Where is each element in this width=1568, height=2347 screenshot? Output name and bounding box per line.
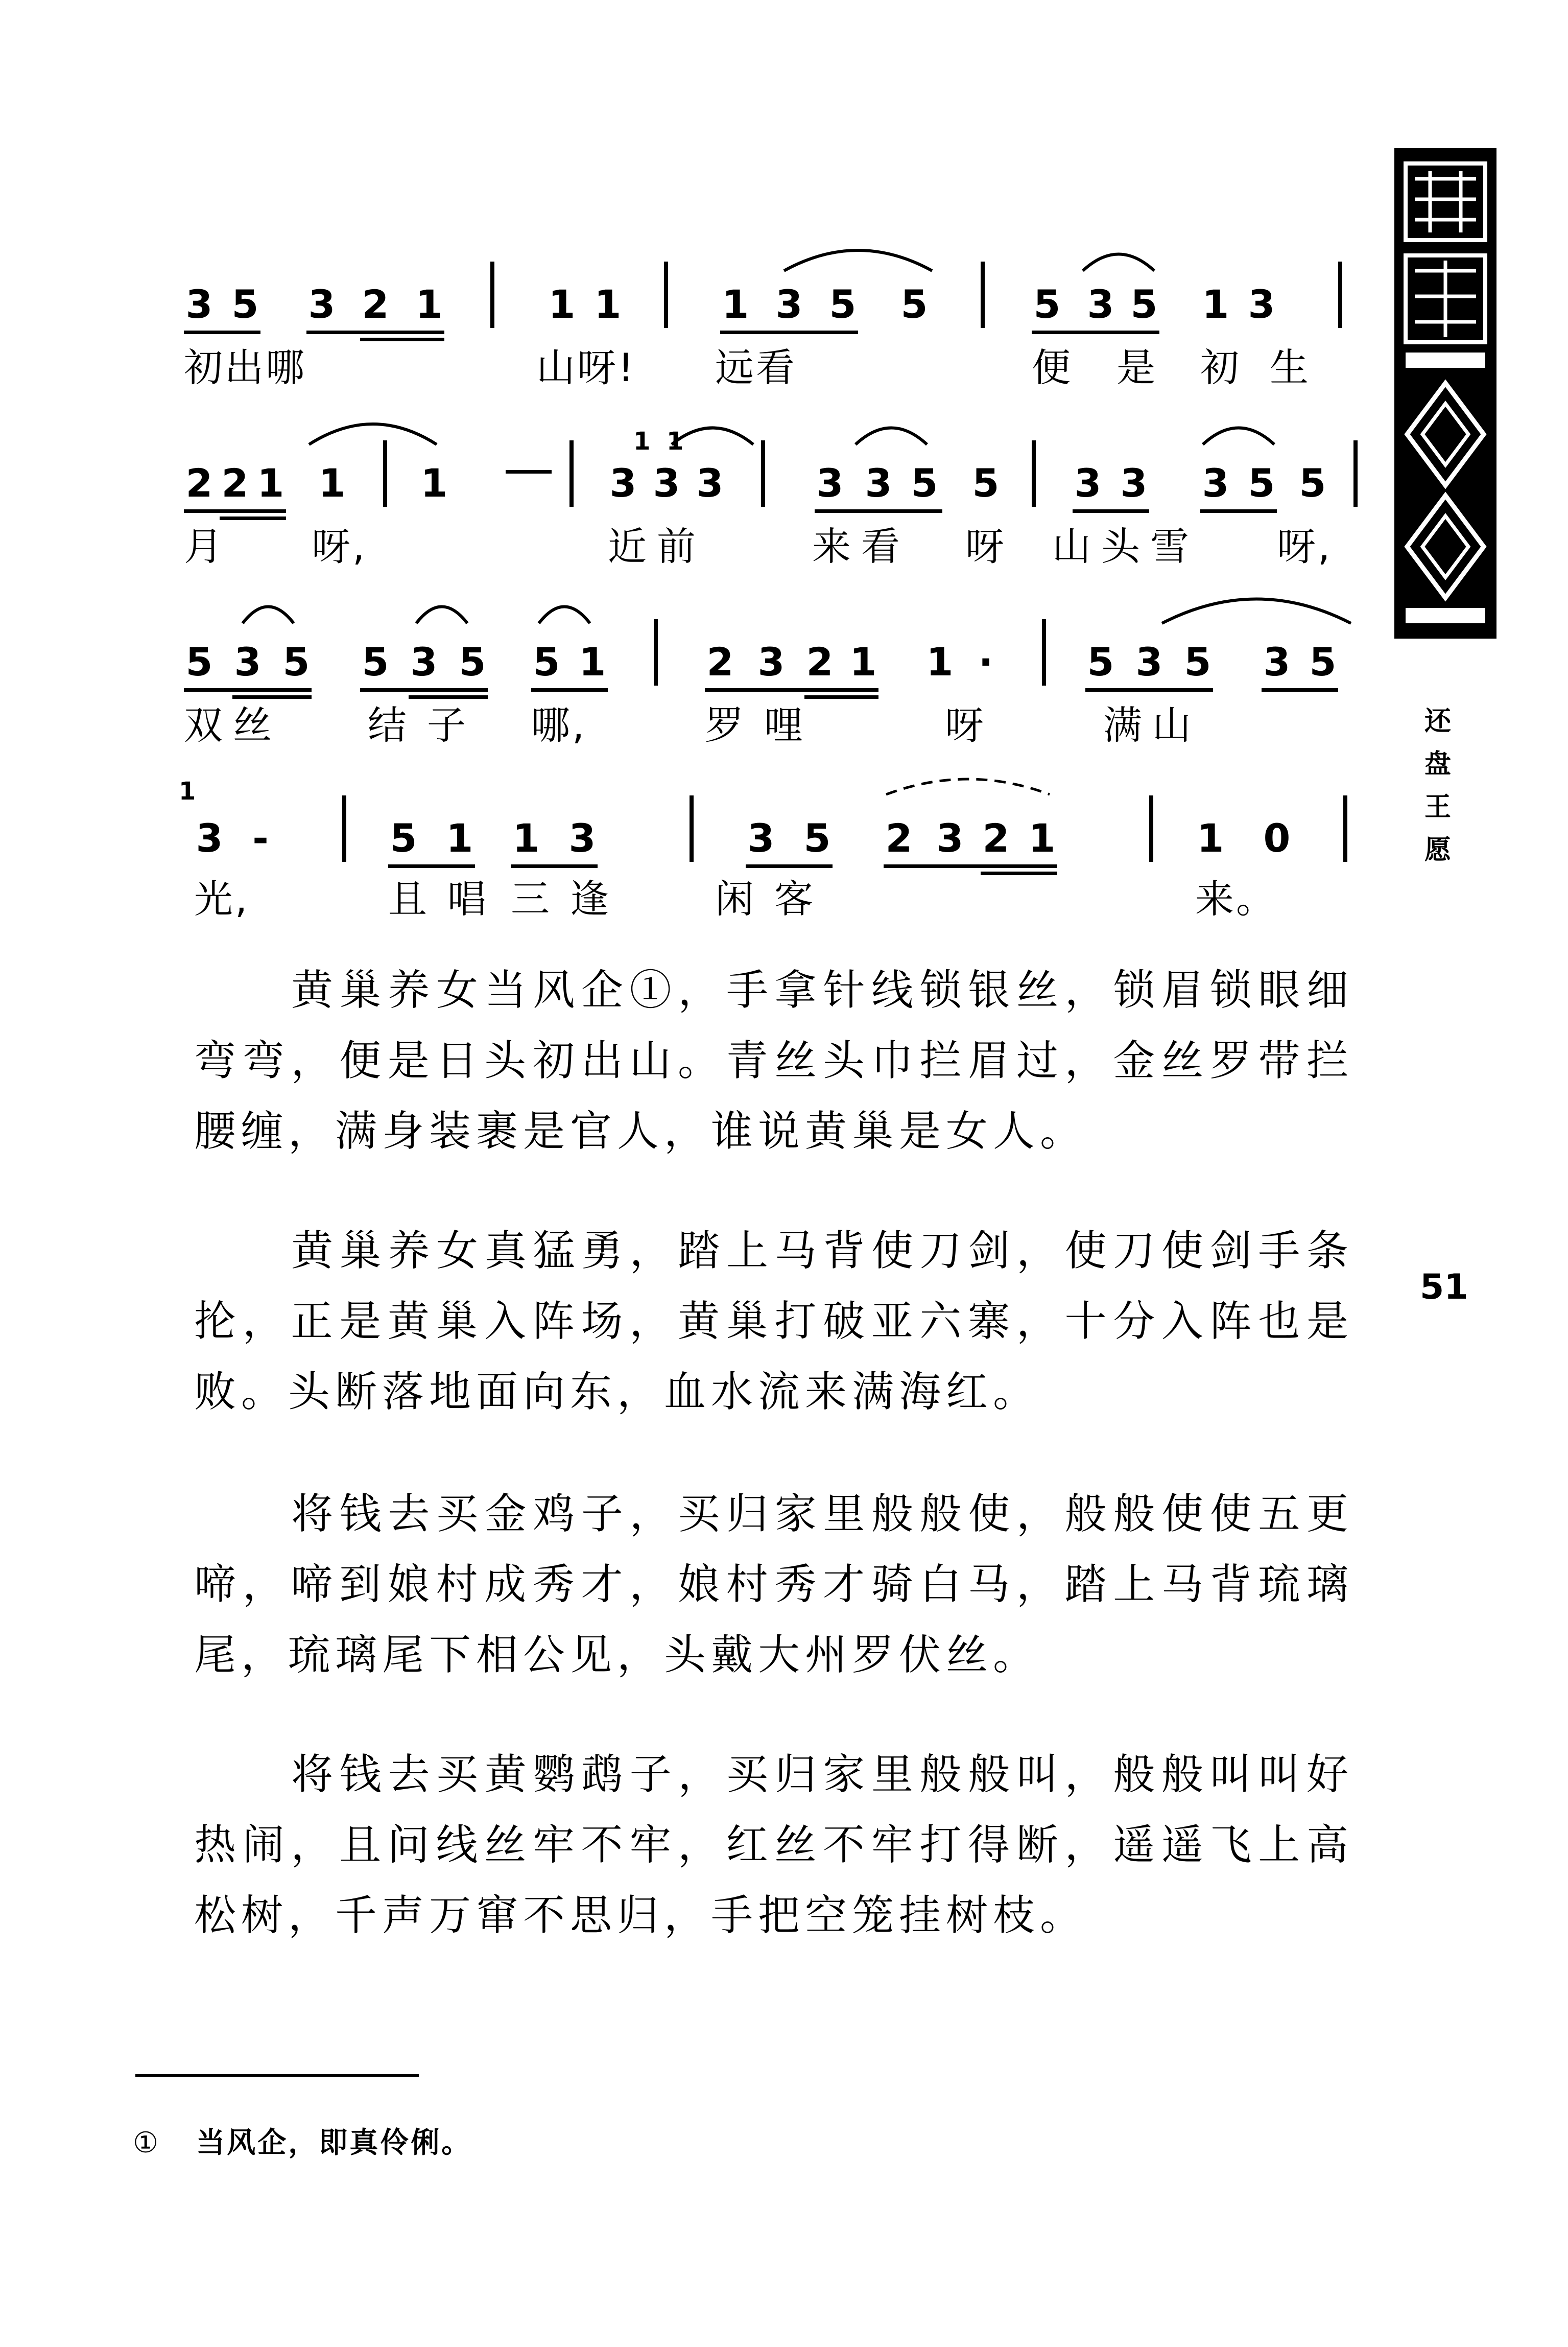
note: 3: [1120, 460, 1148, 506]
footnote-rule: [135, 2074, 419, 2077]
note: 5: [1299, 460, 1326, 506]
note: 1: [257, 460, 284, 506]
slur: [1200, 414, 1277, 450]
note: 5: [362, 639, 389, 685]
underline: [1085, 688, 1213, 692]
lyric: 月: [184, 524, 225, 569]
lyrics-line-2: [184, 521, 1359, 577]
note: 3: [747, 815, 775, 861]
lyric: 远看: [715, 345, 797, 390]
lyric: 来看: [812, 524, 910, 569]
bar-line: [342, 795, 346, 862]
underline: [804, 695, 878, 699]
bar-line: [383, 440, 387, 507]
underline: [409, 695, 488, 699]
lyric: 来。: [1195, 876, 1277, 922]
note: 2: [706, 639, 734, 685]
footnote-mark: ①: [133, 2126, 161, 2160]
underline: [1262, 688, 1338, 692]
note: 2: [806, 639, 834, 685]
note: 3: [410, 639, 438, 685]
note: 1: [512, 815, 540, 861]
note: 5: [390, 815, 417, 861]
underline: [184, 688, 312, 692]
note: 3: [653, 460, 680, 506]
lyric: 呀,: [312, 524, 367, 569]
underline: [531, 688, 608, 692]
slur: [781, 235, 935, 276]
bar-line: [1353, 440, 1358, 507]
note: 3: [308, 281, 336, 327]
note: 3: [865, 460, 892, 506]
score-line-3: [184, 613, 1359, 695]
note: 3: [816, 460, 844, 506]
bar-line: [664, 262, 668, 328]
note: 3: [1135, 639, 1163, 685]
sustain-dash: [506, 470, 552, 474]
lyric: 三逢: [511, 876, 629, 922]
score-line-1: [184, 255, 1359, 337]
note: 2: [885, 815, 913, 861]
note: 1: [420, 460, 448, 506]
bar-line: [1042, 619, 1046, 686]
lyric: 呀,: [1277, 524, 1333, 569]
note: 2: [185, 460, 213, 506]
lyric: 且唱: [388, 876, 507, 922]
note: 5: [1087, 639, 1114, 685]
note: 5: [911, 460, 938, 506]
note: 5: [1184, 639, 1211, 685]
underline: [511, 864, 598, 868]
note: 0: [1263, 815, 1291, 861]
note: 3: [1087, 281, 1114, 327]
slur-dashed: [884, 769, 1052, 800]
note: 1: [1197, 815, 1224, 861]
underline: [746, 864, 833, 868]
note: 5: [1033, 281, 1061, 327]
note: 1: [318, 460, 346, 506]
note: 1: [415, 281, 443, 327]
lyric: 山头雪: [1052, 524, 1199, 569]
footnote: [133, 2120, 472, 2161]
note: 3: [696, 460, 724, 506]
footnote-text: 当风企，即真伶俐。: [196, 2126, 472, 2160]
lyrics-line-3: [184, 700, 1359, 756]
note: 1: [849, 639, 877, 685]
lyric: 初出哪: [184, 345, 306, 390]
lyric: 呀: [945, 702, 986, 748]
slur: [853, 414, 930, 450]
note: 3: [1248, 281, 1275, 327]
slur: [240, 593, 296, 628]
note: 5: [459, 639, 486, 685]
note: 3: [936, 815, 964, 861]
note: 5: [1248, 460, 1275, 506]
paragraph: 黄巢养女当风企①，手拿针线锁银丝，锁眉锁眼细弯弯，便是日头初出山。青丝头巾拦眉过，金丝罗带拦腰缠，满身装裹是官人，谁说黄巢是女人。: [194, 966, 1353, 1156]
underline: [232, 695, 312, 699]
note: 3: [196, 815, 223, 861]
note: 3: [775, 281, 803, 327]
note: 5: [282, 639, 310, 685]
note: 5: [803, 815, 831, 861]
lyric: 罗哩: [705, 702, 823, 748]
grace-note: 1: [633, 427, 651, 456]
note: 1: [446, 815, 473, 861]
score-line-2: [184, 427, 1359, 516]
slur: [306, 409, 439, 450]
underline: [1032, 331, 1159, 334]
note: 5: [900, 281, 928, 327]
lyric: 便是: [1032, 345, 1201, 390]
note: 5: [829, 281, 857, 327]
paragraph: 黄巢养女真猛勇，踏上马背使刀剑，使刀使剑手条抡，正是黄巢入阵场，黄巢打破亚六寨，十分入阵也是败。头断落地面向东，血水流来满海红。: [194, 1227, 1353, 1416]
note: 2: [221, 460, 249, 506]
grace-note: 1: [667, 427, 684, 456]
slur: [536, 593, 592, 628]
note: 5: [972, 460, 1000, 506]
underline: [184, 509, 286, 513]
note: 1: [548, 281, 576, 327]
note: 1: [1028, 815, 1056, 861]
note: 2: [362, 281, 389, 327]
lyric: 光,: [194, 876, 250, 922]
score-line-4: [179, 777, 1359, 871]
slur: [414, 593, 470, 628]
bar-line: [981, 262, 985, 328]
lyric: 满山: [1103, 702, 1201, 748]
note: 3: [609, 460, 637, 506]
lyric: 近前: [608, 524, 706, 569]
bar-line: [690, 795, 694, 862]
lyric: 哪,: [531, 702, 587, 748]
lyrics-line-1: [184, 342, 1359, 398]
note: 2: [982, 815, 1010, 861]
bar-line: [1032, 440, 1036, 507]
note: 5: [1130, 281, 1158, 327]
note: 3: [757, 639, 785, 685]
note: 1: [1202, 281, 1229, 327]
note: 5: [533, 639, 560, 685]
underline: [306, 331, 444, 334]
lyric: 初生: [1200, 345, 1339, 390]
note: -: [252, 815, 269, 861]
grace-note: 1: [179, 777, 196, 806]
lyrics-line-4: [184, 874, 1359, 930]
underline: [705, 688, 878, 692]
underline: [1073, 509, 1149, 513]
note: 1: [579, 639, 606, 685]
underline: [388, 864, 475, 868]
note: 3: [1263, 639, 1291, 685]
bar-line: [761, 440, 765, 507]
lyric: 山呀!: [536, 345, 636, 390]
note: 5: [1309, 639, 1337, 685]
underline: [815, 509, 942, 513]
slur: [1080, 240, 1157, 276]
lyric: 结子: [368, 702, 486, 748]
lyric: 呀: [965, 524, 1006, 569]
underline: [1200, 509, 1277, 513]
bar-line: [569, 440, 574, 507]
slur: [1159, 582, 1353, 628]
note: 3: [568, 815, 596, 861]
bar-line: [1338, 262, 1342, 328]
note: 5: [185, 639, 213, 685]
underline: [360, 688, 488, 692]
bar-line: [1343, 795, 1347, 862]
lyric: 闲客: [715, 876, 834, 922]
lyric: 双丝: [184, 702, 282, 748]
running-head-title: 还盘王愿: [1424, 706, 1451, 865]
note: 3: [185, 281, 213, 327]
note: 3: [1202, 460, 1229, 506]
underline: [360, 338, 444, 341]
note: 3: [1074, 460, 1102, 506]
note: 3: [234, 639, 262, 685]
bar-line: [1149, 795, 1153, 862]
note: ·: [978, 639, 993, 685]
paragraph: 将钱去买黄鹦鹉子，买归家里般般叫，般般叫叫好热闹，且问线丝牢不牢，红丝不牢打得断，遥遥飞上高松树，千声万窜不思归，手把空笼挂树枝。: [194, 1750, 1353, 1940]
underline: [884, 864, 1057, 868]
note: 1: [594, 281, 622, 327]
note: 5: [231, 281, 259, 327]
bar-line: [654, 619, 658, 686]
underline: [220, 517, 286, 520]
bar-line: [490, 262, 494, 328]
paragraph: 将钱去买金鸡子，买归家里般般使，般般使使五更啼，啼到娘村成秀才，娘村秀才骑白马，踏上马背琉璃尾，琉璃尾下相公见，头戴大州罗伏丝。: [194, 1490, 1353, 1679]
page-number: 51: [1420, 1267, 1468, 1307]
underline: [184, 331, 260, 334]
underline: [720, 331, 858, 334]
note: 1: [926, 639, 954, 685]
decorative-border-icon: [1394, 148, 1496, 639]
note: 1: [722, 281, 749, 327]
